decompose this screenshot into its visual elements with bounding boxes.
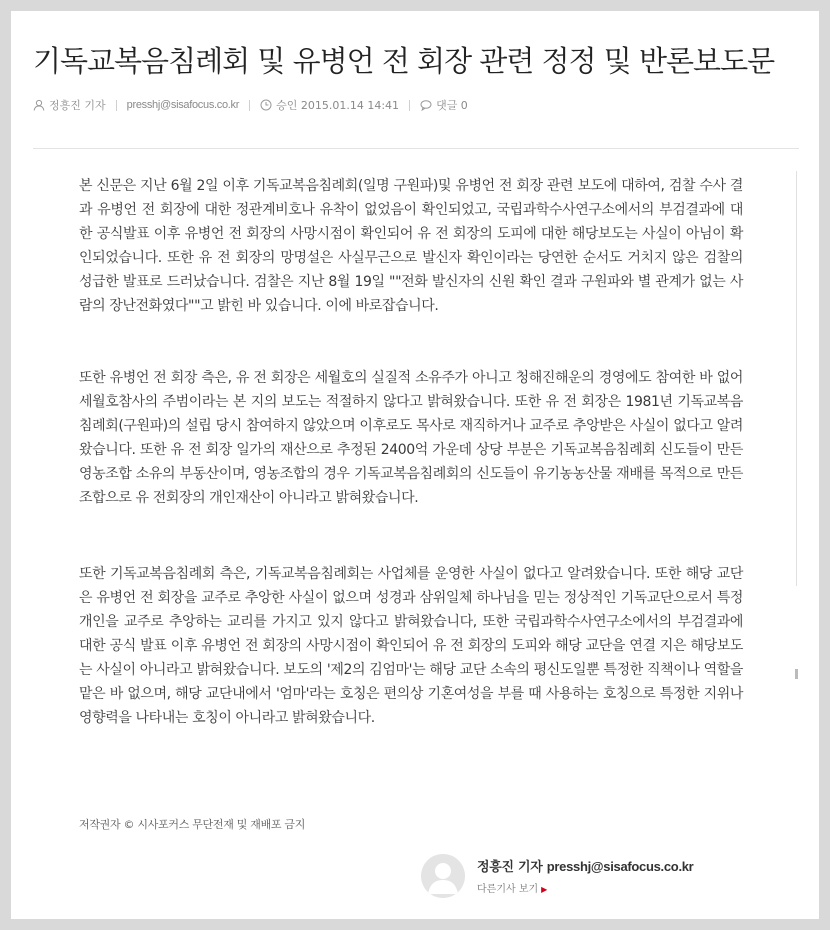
- article-paragraph: 또한 유병언 전 회장 측은, 유 전 회장은 세월호의 실질적 소유주가 아니고 청해진해운의 경영에도 참여한 바 없어 세월호참사의 주범이라는 본 지의 보도는 적절하지 않다고 밝혀왔습니다. 또한 유 전 회장은 1981년 기독교복음침례회(구원파)의 설립 당시 참여하지 않았으며 이후로도 목사로 재직하거나 교주로 추앙받은 사실이 없다고 알려왔습니다. 또한 유 전 회장 일가의 재산으로 추정된 2400억 가운데 상당 부분은 기독교복음침례회 신도들이 만든 영농조합 소유의 부동산이며, 영농조합의 경우 기독교복음침례회의 신도들이 유기농농산물 재배를 목적으로 만든 조합으로 유 전회장의 개인재산이 아니라고 밝혀왔습니다.: [79, 370, 743, 506]
- article-paragraph: 본 신문은 지난 6월 2일 이후 기독교복음침례회(일명 구원파)및 유병언 전 회장 관련 보도에 대하여, 검찰 수사 결과 유병언 전 회장에 대한 정관계비호나 유착이 없었음이 확인되었고, 국립과학수사연구소에서의 부검결과에 대한 공식발표 이후 유병언 전 회장의 사망시점이 확인되어 유 전 회장의 도피에 대한 해당보도는 사실이 아님이 확인되었습니다. 또한 유 전 회장의 망명설은 사실무근으로 발신자 확인이라는 당연한 순서도 거치지 않은 검찰의 성급한 발표로 드러났습니다. 검찰은 지난 8월 19일 ""전화 발신자의 신원 확인 결과 구원파와 별 관계가 없는 사람의 장난전화였다""고 밝힌 바 있습니다. 이에 바로잡습니다.: [79, 178, 743, 314]
- meta-approved: 승인 2015.01.14 14:41: [276, 99, 400, 112]
- article-body: [79, 174, 743, 730]
- comment-icon: [420, 99, 432, 111]
- copyright-notice: 저작권자 © 시사포커스 무단전재 및 재배포 금지: [79, 818, 306, 831]
- meta-author: 정흥진 기자: [49, 99, 106, 112]
- author-email[interactable]: presshj@sisafocus.co.kr: [546, 859, 694, 874]
- author-name: 정흥진 기자: [477, 860, 543, 875]
- meta-comments[interactable]: 댓글 0: [436, 99, 468, 112]
- title-divider: [33, 148, 799, 149]
- avatar[interactable]: [421, 854, 465, 898]
- meta-divider: [249, 100, 250, 111]
- clock-icon: [260, 99, 272, 111]
- person-icon: [33, 99, 45, 111]
- sidebar-scroll-track[interactable]: [796, 171, 797, 586]
- article-title: 기독교복음침례회 및 유병언 전 회장 관련 정정 및 반론보도문: [33, 44, 775, 78]
- caret-right-icon: ▶: [541, 885, 548, 894]
- author-box: [421, 854, 741, 900]
- more-articles-label: 다른기사 보기: [477, 884, 539, 895]
- article-meta: [33, 97, 468, 113]
- meta-divider: [116, 100, 117, 111]
- more-articles-link[interactable]: [477, 880, 547, 895]
- default-avatar-icon: [421, 854, 465, 898]
- meta-divider: [409, 100, 410, 111]
- article-page: [11, 11, 819, 919]
- sidebar-scroll-marker[interactable]: [795, 669, 798, 679]
- meta-email[interactable]: presshj@sisafocus.co.kr: [126, 99, 240, 111]
- article-paragraph: 또한 기독교복음침례회 측은, 기독교복음침례회는 사업체를 운영한 사실이 없다고 알려왔습니다. 또한 해당 교단은 유병언 전 회장을 교주로 추앙한 사실이 없으며 성경과 삼위일체 하나님을 믿는 정상적인 기독교단으로서 특정 개인을 교주로 추앙하는 교리를 가지고 있지 않다고 밝혀왔습니다, 또한 국립과학수사연구소에서의 부검결과에 대한 공식 발표 이후 유병언 전 회장의 사망시점이 확인되어 유 전 회장의 도피와 해당 교단을 연결 지은 해당보도는 사실이 아니라고 밝혀왔습니다. 보도의 '제2의 김엄마'는 해당 교단 소속의 평신도일뿐 특정한 직책이나 역할을 맡은 바 없으며, 해당 교단내에서 '엄마'라는 호칭은 편의상 기혼여성을 부를 때 사용하는 호칭으로 특정한 지위나 영향력을 나타내는 호칭이 아니라고 밝혀왔습니다.: [79, 566, 743, 726]
- author-name-line: [477, 856, 693, 875]
